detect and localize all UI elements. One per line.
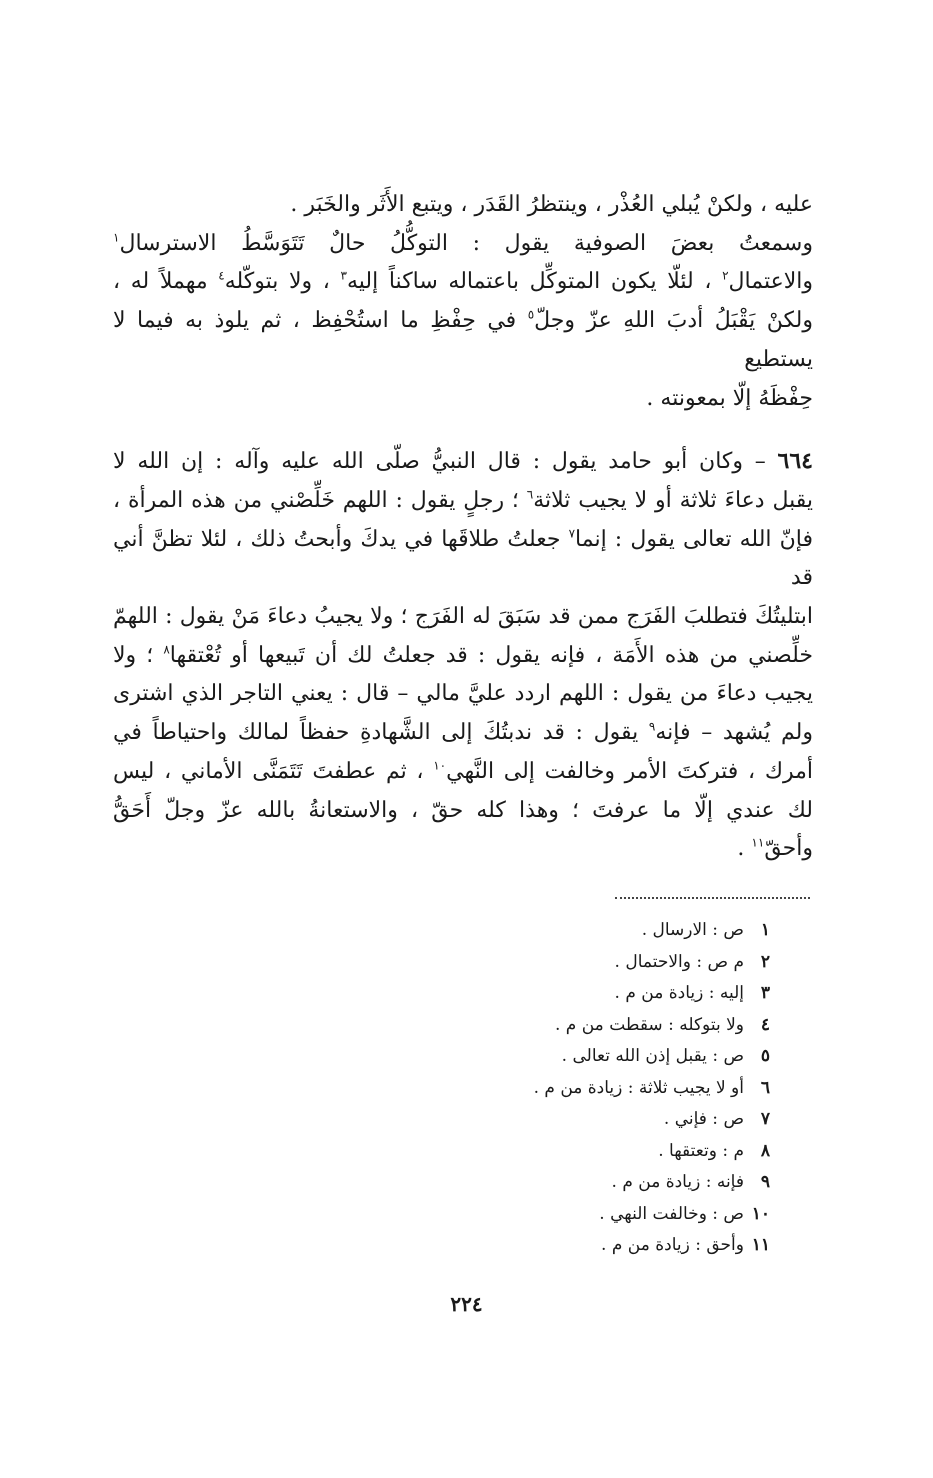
footnote-mark: ٩ (648, 719, 656, 734)
footnote-number: ١٠ (751, 1203, 770, 1224)
paragraph-number: ٦٦٤ (777, 448, 813, 475)
footnote-mark: ٣ (340, 269, 347, 284)
text-line: يجيب دعاءَ من يقول : اللهم اردد عليَّ مالي – قال : يعني التاجر الذي اشترى (113, 681, 813, 707)
footnote (534, 1136, 770, 1168)
footnote-mark: ٢ (722, 269, 729, 284)
footnote (534, 1230, 770, 1262)
footnote-mark: ٨ (163, 642, 170, 657)
footnote-number: ٨ (760, 1140, 770, 1161)
text-line: لك عندي إلّا ما عرفتَ ؛ وهذا كله حقّ ، والاستعانةُ بالله عزّ وجلّ أَحَقُّ (113, 797, 813, 823)
text-line: فإنّ الله تعالى يقول : إنما$^٧$ جعلتُ طلاقَها في يدكَ وأبحتُ ذلك ، لئلا تظنَّ أني قد (113, 526, 814, 591)
footnote (534, 1041, 770, 1073)
footnote-divider (615, 897, 810, 899)
footnote-number: ٣ (760, 983, 770, 1003)
footnote (534, 1199, 770, 1231)
footnote-mark: ٥ (527, 307, 535, 322)
footnote-number: ٥ (760, 1046, 770, 1066)
footnotes-list (534, 915, 770, 1262)
footnote-text: ص : وخالفت النهي . (599, 1203, 744, 1224)
footnote-number: ٤ (760, 1014, 770, 1035)
footnote-mark: ١٠ (433, 758, 447, 773)
footnote-text: أو لا يجيب ثلاثة : زيادة من م . (533, 1077, 744, 1098)
footnote-text: م ص : والاحتمال . (614, 951, 744, 972)
text-line: ولم يُشهد – فإنه$^٩$ يقول : قد ندبتُكَ إلى الشَّهادةِ حفظاً لمالك واحتياطاً في (113, 719, 813, 746)
footnote (534, 1073, 770, 1105)
footnote (534, 1010, 770, 1042)
footnote (534, 1167, 770, 1199)
text-line: وسمعتُ بعضَ الصوفية يقول : التوكُّلُ حالٌ تَتَوَسَّطُ الاسترسال$^١$ (113, 230, 813, 256)
text-line: ابتليتُكَ فتطلبَ الفَرَج ممن قد سَبَقَ له الفَرَج ؛ ولا يجيبُ دعاءَ مَنْ يقول : اللهمّ (113, 604, 813, 630)
footnote-text: إليه : زيادة من م . (614, 983, 744, 1003)
paragraph-1 (113, 186, 813, 225)
text-line: وأحقّ$^{١١}$ . (737, 835, 813, 862)
footnote-number: ١١ (751, 1235, 770, 1255)
text-line: يقبل دعاءَ ثلاثة أو لا يجيب ثلاثة$^٦$ ؛ رجلٍ يقول : اللهم خَلِّصْني من هذه المرأة ، (113, 487, 813, 513)
footnote-number: ٩ (760, 1172, 770, 1192)
text-line: خلِّصني من هذه الأَمَة ، فإنه يقول : قد جعلتُ لك أن تَبيعها أو تُعْتقها$^٨$ ؛ ولا (113, 642, 814, 668)
footnote-mark: ٦ (526, 487, 534, 502)
footnote-mark: ١ (113, 230, 120, 245)
footnote-mark: ٧ (568, 526, 576, 541)
footnote-mark: ١١ (751, 835, 765, 850)
text-line: ولكنْ يَقْبَلُ أدبَ اللهِ عزّ وجلّ$^٥$ في حِفْظِ ما استُحْفِظ ، ثم يلوذ به فيما لا يستطيع (113, 307, 814, 372)
footnote-number: ٧ (760, 1109, 770, 1129)
footnote-number: ٢ (760, 951, 770, 972)
footnote (534, 978, 770, 1010)
main-text (113, 186, 813, 869)
text-line: عليه ، ولكنْ يُبلي العُذْر ، وينتظرُ القَدَر ، ويتبع الأَثَر والخَبَر . (290, 192, 813, 217)
footnote-number: ٦ (760, 1077, 770, 1098)
footnote-text: ص : الارسال . (641, 920, 744, 940)
text-line: والاعتمال$^٢$ ، لئلّا يكون المتوكِّل باعتماله ساكناً إليه$^٣$ ، ولا بتوكّله$^٤$ مهملاً له ، (113, 269, 814, 295)
footnote-text: ص : فإني . (663, 1109, 744, 1129)
footnote-number: ١ (760, 920, 770, 940)
footnote-text: وأحق : زيادة من م . (601, 1235, 744, 1255)
footnote-text: م : وتعتقها . (658, 1140, 744, 1161)
footnote-mark: ٤ (218, 269, 225, 284)
text-line: أمرك ، فتركتَ الأمر وخالفت إلى النَّهي$^{١٠}$ ، ثم عطفتَ تَتَمَنَّى الأماني ، ليس (113, 758, 813, 784)
footnote-text: ولا بتوكله : سقطت من م . (555, 1014, 744, 1035)
footnote-text: ص : يقبل إذن الله تعالى . (561, 1046, 744, 1066)
footnote (534, 1104, 770, 1136)
paragraph-2 (113, 225, 813, 419)
footnote (534, 915, 770, 947)
footnote-text: فإنه : زيادة من م . (611, 1172, 744, 1192)
paragraph-664 (113, 442, 813, 869)
text-line: حِفْظَهُ إلّا بمعونته . (646, 385, 813, 411)
footnote (534, 947, 770, 979)
text-line: ٦٦٤ – وكان أبو حامد يقول : قال النبيُّ صلّى الله عليه وآله : إن الله لا (113, 448, 813, 475)
page-number: ٢٢٤ (450, 1292, 483, 1316)
